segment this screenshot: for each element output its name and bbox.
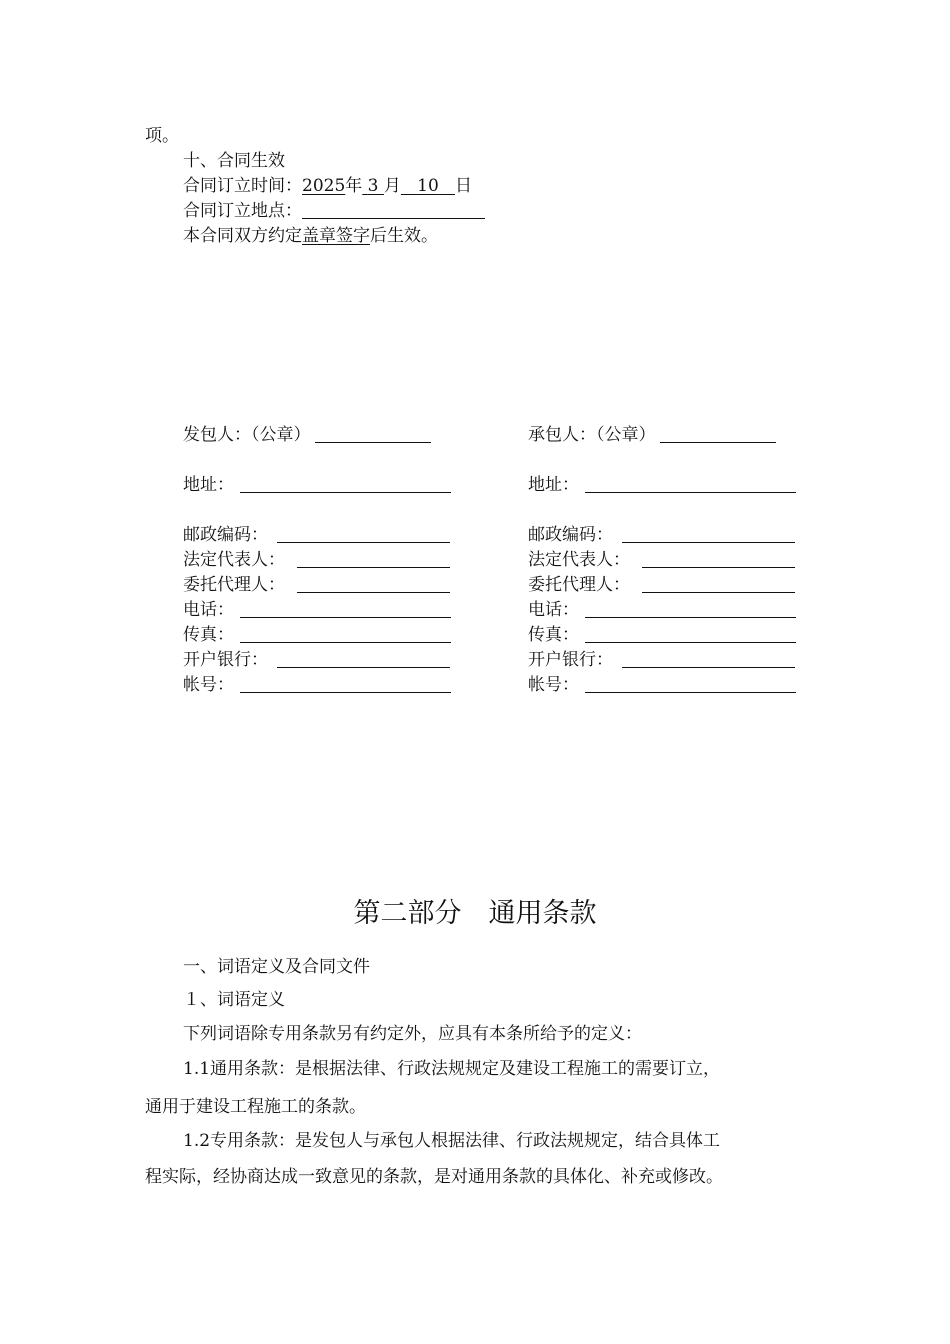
employer-phone-row: [183, 599, 451, 621]
definition-1-2-line1: 1.2专用条款：是发包人与承包人根据法律、行政法规规定，结合具体工: [183, 1131, 721, 1151]
section-heading-effect: 十、合同生效: [183, 151, 285, 171]
employer-fax-label: 传真：: [183, 625, 234, 645]
employer-legalrep-row: [183, 549, 450, 571]
employer-seal-row: [183, 424, 431, 446]
effect-prefix: 本合同双方约定: [183, 226, 302, 246]
employer-seal-label: 发包人：（公章）: [183, 425, 311, 445]
contractor-fax-row: [528, 624, 796, 646]
employer-postcode-label: 邮政编码：: [183, 525, 268, 545]
year-char: 年: [345, 176, 363, 196]
employer-phone-label: 电话：: [183, 600, 234, 620]
contractor-legalrep-blank[interactable]: [642, 551, 795, 568]
employer-bank-row: [183, 649, 450, 671]
continuation-text: 项。: [145, 126, 179, 146]
employer-address-row: [183, 474, 451, 496]
contractor-seal-row: [528, 424, 776, 446]
contractor-seal-blank[interactable]: [660, 426, 776, 443]
employer-agent-blank[interactable]: [297, 576, 450, 593]
employer-bank-blank[interactable]: [277, 651, 450, 668]
effect-suffix: 后生效。: [370, 226, 438, 246]
day-char: 日: [454, 176, 472, 196]
contractor-fax-blank[interactable]: [585, 626, 796, 643]
sign-place-row: [183, 200, 485, 222]
contractor-legalrep-label: 法定代表人：: [528, 550, 630, 570]
contractor-postcode-blank[interactable]: [622, 526, 795, 543]
employer-fax-blank[interactable]: [240, 626, 451, 643]
definition-1-1-line1: 1.1通用条款：是根据法律、行政法规规定及建设工程施工的需要订立，: [183, 1059, 721, 1079]
definition-1-2-line2: 程实际，经协商达成一致意见的条款，是对通用条款的具体化、补充或修改。: [145, 1167, 723, 1187]
contractor-address-label: 地址：: [528, 475, 579, 495]
effect-underlined: 盖章签字: [302, 226, 370, 246]
effect-clause: [183, 225, 438, 247]
sign-year: 2025: [302, 176, 346, 196]
contractor-address-row: [528, 474, 796, 496]
employer-address-blank[interactable]: [240, 476, 451, 493]
contractor-bank-blank[interactable]: [622, 651, 795, 668]
sign-place-blank[interactable]: [302, 202, 485, 219]
definitions-intro: 下列词语除专用条款另有约定外，应具有本条所给予的定义：: [183, 1024, 642, 1044]
sign-month: 3: [367, 176, 379, 196]
contractor-bank-label: 开户银行：: [528, 650, 613, 670]
employer-legalrep-blank[interactable]: [297, 551, 450, 568]
contractor-address-blank[interactable]: [585, 476, 796, 493]
employer-postcode-row: [183, 524, 450, 546]
sign-time-label: 合同订立时间：: [183, 176, 302, 196]
employer-account-label: 帐号：: [183, 675, 234, 695]
definition-1-1-line2: 通用于建设工程施工的条款。: [145, 1097, 366, 1117]
sign-day: 10: [417, 176, 439, 196]
contractor-phone-blank[interactable]: [585, 601, 796, 618]
contractor-bank-row: [528, 649, 795, 671]
contractor-phone-label: 电话：: [528, 600, 579, 620]
contractor-phone-row: [528, 599, 796, 621]
employer-agent-label: 委托代理人：: [183, 575, 285, 595]
sign-place-label: 合同订立地点：: [183, 201, 302, 221]
contractor-account-blank[interactable]: [585, 676, 796, 693]
employer-account-blank[interactable]: [240, 676, 451, 693]
contractor-agent-label: 委托代理人：: [528, 575, 630, 595]
section-one-heading: 一、词语定义及合同文件: [183, 957, 370, 977]
month-char: 月: [383, 176, 401, 196]
employer-seal-blank[interactable]: [315, 426, 431, 443]
part-two-title: 第二部分 通用条款: [353, 898, 597, 929]
sign-time-row: [183, 175, 472, 197]
contractor-agent-row: [528, 574, 795, 596]
contractor-account-row: [528, 674, 796, 696]
employer-postcode-blank[interactable]: [277, 526, 450, 543]
contractor-account-label: 帐号：: [528, 675, 579, 695]
employer-agent-row: [183, 574, 450, 596]
contractor-postcode-row: [528, 524, 795, 546]
employer-legalrep-label: 法定代表人：: [183, 550, 285, 570]
employer-address-label: 地址：: [183, 475, 234, 495]
item-one-heading: １、词语定义: [183, 990, 285, 1010]
contractor-fax-label: 传真：: [528, 625, 579, 645]
contractor-seal-label: 承包人：（公章）: [528, 425, 656, 445]
contractor-agent-blank[interactable]: [642, 576, 795, 593]
employer-phone-blank[interactable]: [240, 601, 451, 618]
employer-account-row: [183, 674, 451, 696]
contractor-legalrep-row: [528, 549, 795, 571]
employer-fax-row: [183, 624, 451, 646]
contractor-postcode-label: 邮政编码：: [528, 525, 613, 545]
employer-bank-label: 开户银行：: [183, 650, 268, 670]
